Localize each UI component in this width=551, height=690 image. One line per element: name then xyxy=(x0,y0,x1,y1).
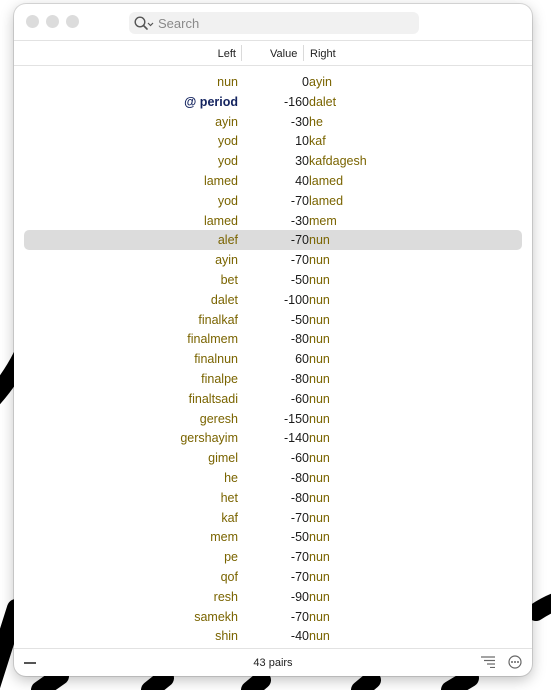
left-glyph-cell: ayin xyxy=(215,253,238,268)
kerning-value-cell: -100 xyxy=(283,292,309,307)
table-row[interactable] xyxy=(24,547,522,567)
kerning-value-cell: 40 xyxy=(295,174,309,188)
left-glyph-cell: finalpe xyxy=(201,372,238,386)
left-glyph-cell: dalet xyxy=(210,292,238,307)
right-glyph-cell: nun xyxy=(309,332,330,347)
kerning-value-cell: -60 xyxy=(290,451,309,466)
table-header xyxy=(14,40,532,66)
kerning-value-cell: -160 xyxy=(283,94,309,109)
left-glyph-cell: samekh xyxy=(194,609,238,624)
table-row[interactable] xyxy=(24,270,522,290)
right-glyph-cell: nun xyxy=(309,312,330,327)
right-glyph-cell: nun xyxy=(309,629,330,644)
kerning-value-cell: -70 xyxy=(290,570,309,584)
right-glyph-cell: nun xyxy=(309,530,330,545)
column-header-value[interactable]: Value xyxy=(270,48,298,60)
right-glyph-cell: he xyxy=(309,114,323,129)
left-glyph-cell: bet xyxy=(220,273,238,287)
kerning-value-cell: -80 xyxy=(290,490,309,505)
pair-count: 43 pairs xyxy=(253,657,293,669)
column-divider xyxy=(241,45,242,61)
list-icon[interactable] xyxy=(481,656,495,671)
left-glyph-cell: lamed xyxy=(203,174,238,188)
left-glyph-cell: geresh xyxy=(199,411,238,426)
table-row[interactable] xyxy=(24,191,522,211)
right-glyph-cell: lamed xyxy=(309,174,344,188)
right-glyph-cell: nun xyxy=(309,292,330,307)
table-row[interactable] xyxy=(24,151,522,171)
kerning-value-cell: -60 xyxy=(290,391,309,406)
kerning-value-cell: -50 xyxy=(290,530,309,545)
right-glyph-cell: kafdagesh xyxy=(309,154,367,169)
right-glyph-cell: nun xyxy=(309,372,330,386)
right-glyph-cell: nun xyxy=(309,273,330,287)
kerning-value-cell: -80 xyxy=(290,372,309,386)
left-glyph-cell: yod xyxy=(217,154,238,169)
title-bar xyxy=(14,4,532,40)
search-input[interactable]: Search xyxy=(158,15,200,31)
right-glyph-cell: nun xyxy=(309,589,330,604)
left-glyph-cell: pe xyxy=(224,550,238,565)
kerning-value-cell: -90 xyxy=(290,589,309,604)
left-glyph-cell: finaltsadi xyxy=(188,391,238,406)
table-row[interactable] xyxy=(24,290,522,310)
left-glyph-cell: yod xyxy=(217,193,238,208)
kerning-window xyxy=(14,4,532,676)
left-glyph-cell: resh xyxy=(213,589,238,604)
kerning-value-cell: 0 xyxy=(302,75,309,89)
kerning-value-cell: 60 xyxy=(295,352,309,367)
left-glyph-cell: het xyxy=(220,490,238,505)
table-row[interactable] xyxy=(24,626,522,646)
right-glyph-cell: nun xyxy=(309,510,330,525)
right-glyph-cell: nun xyxy=(309,233,330,248)
table-row[interactable] xyxy=(24,211,522,231)
kerning-value-cell: -30 xyxy=(290,213,309,228)
right-glyph-cell: lamed xyxy=(309,193,344,208)
left-glyph-cell: he xyxy=(224,471,238,485)
left-glyph-cell: nun xyxy=(217,75,238,89)
table-row[interactable] xyxy=(24,112,522,132)
kerning-value-cell: 30 xyxy=(295,154,309,169)
table-row[interactable] xyxy=(24,92,522,112)
left-glyph-cell: finalnun xyxy=(194,352,238,367)
table-row[interactable] xyxy=(24,329,522,349)
kerning-value-cell: -70 xyxy=(290,193,309,208)
table-row[interactable] xyxy=(24,230,522,250)
right-glyph-cell: nun xyxy=(309,451,330,466)
right-glyph-cell: nun xyxy=(309,490,330,505)
left-glyph-cell: qof xyxy=(220,570,238,584)
table-row[interactable] xyxy=(24,171,522,191)
kerning-value-cell: -80 xyxy=(290,471,309,485)
right-glyph-cell: dalet xyxy=(309,94,337,109)
left-glyph-cell: kaf xyxy=(221,510,238,525)
table-row[interactable] xyxy=(24,428,522,448)
column-header-left[interactable]: Left xyxy=(217,48,236,60)
table-row[interactable] xyxy=(24,527,522,547)
table-row[interactable] xyxy=(24,250,522,270)
left-glyph-cell: lamed xyxy=(203,213,238,228)
kerning-value-cell: -40 xyxy=(290,629,309,644)
kerning-value-cell: -140 xyxy=(283,431,309,446)
minimize-button[interactable] xyxy=(46,15,59,28)
table-row[interactable] xyxy=(24,72,522,92)
table-row[interactable] xyxy=(24,587,522,607)
left-glyph-cell: finalmem xyxy=(187,332,238,347)
column-divider xyxy=(303,45,304,61)
kerning-value-cell: -70 xyxy=(290,550,309,565)
left-glyph-cell: yod xyxy=(217,134,238,149)
left-glyph-cell: shin xyxy=(215,629,238,644)
right-glyph-cell: nun xyxy=(309,609,330,624)
kerning-value-cell: -70 xyxy=(290,609,309,624)
left-glyph-cell: gershayim xyxy=(180,431,238,446)
table-row[interactable] xyxy=(24,468,522,488)
table-row[interactable] xyxy=(24,488,522,508)
right-glyph-cell: nun xyxy=(309,352,330,367)
right-glyph-cell: ayin xyxy=(309,75,332,89)
right-glyph-cell: kaf xyxy=(309,134,326,149)
left-glyph-cell: ayin xyxy=(215,114,238,129)
right-glyph-cell: nun xyxy=(309,253,330,268)
search-icon[interactable] xyxy=(133,15,155,31)
table-row[interactable] xyxy=(24,389,522,409)
kerning-value-cell: -50 xyxy=(290,312,309,327)
table-row[interactable] xyxy=(24,508,522,528)
table-row[interactable] xyxy=(24,409,522,429)
table-row[interactable] xyxy=(24,369,522,389)
kerning-value-cell: -150 xyxy=(283,411,309,426)
left-glyph-cell: mem xyxy=(210,530,238,545)
left-glyph-cell: alef xyxy=(217,233,238,248)
footer-bar xyxy=(14,648,532,676)
table-row[interactable] xyxy=(24,607,522,627)
close-button[interactable] xyxy=(26,15,39,28)
right-glyph-cell: nun xyxy=(309,471,330,485)
right-glyph-cell: mem xyxy=(309,213,337,228)
table-row[interactable] xyxy=(24,349,522,369)
left-glyph-cell: @ period xyxy=(184,94,238,109)
left-glyph-cell: gimel xyxy=(208,451,238,466)
more-options-icon[interactable] xyxy=(508,655,522,672)
kerning-value-cell: -80 xyxy=(290,332,309,347)
kerning-value-cell: -70 xyxy=(290,510,309,525)
kerning-value-cell: -70 xyxy=(290,233,309,248)
column-header-right[interactable]: Right xyxy=(310,48,336,60)
right-glyph-cell: nun xyxy=(309,431,330,446)
kerning-value-cell: -30 xyxy=(290,114,309,129)
zoom-button[interactable] xyxy=(66,15,79,28)
right-glyph-cell: nun xyxy=(309,550,330,565)
right-glyph-cell: nun xyxy=(309,570,330,584)
table-row[interactable] xyxy=(24,310,522,330)
kerning-pairs-list xyxy=(14,68,532,648)
kerning-value-cell: -70 xyxy=(290,253,309,268)
table-row[interactable] xyxy=(24,448,522,468)
kerning-value-cell: 10 xyxy=(295,134,309,149)
right-glyph-cell: nun xyxy=(309,391,330,406)
kerning-value-cell: -50 xyxy=(290,273,309,287)
table-row[interactable] xyxy=(24,567,522,587)
search-field[interactable] xyxy=(129,12,419,34)
left-glyph-cell: finalkaf xyxy=(198,312,238,327)
right-glyph-cell: nun xyxy=(309,411,330,426)
table-row[interactable] xyxy=(24,131,522,151)
